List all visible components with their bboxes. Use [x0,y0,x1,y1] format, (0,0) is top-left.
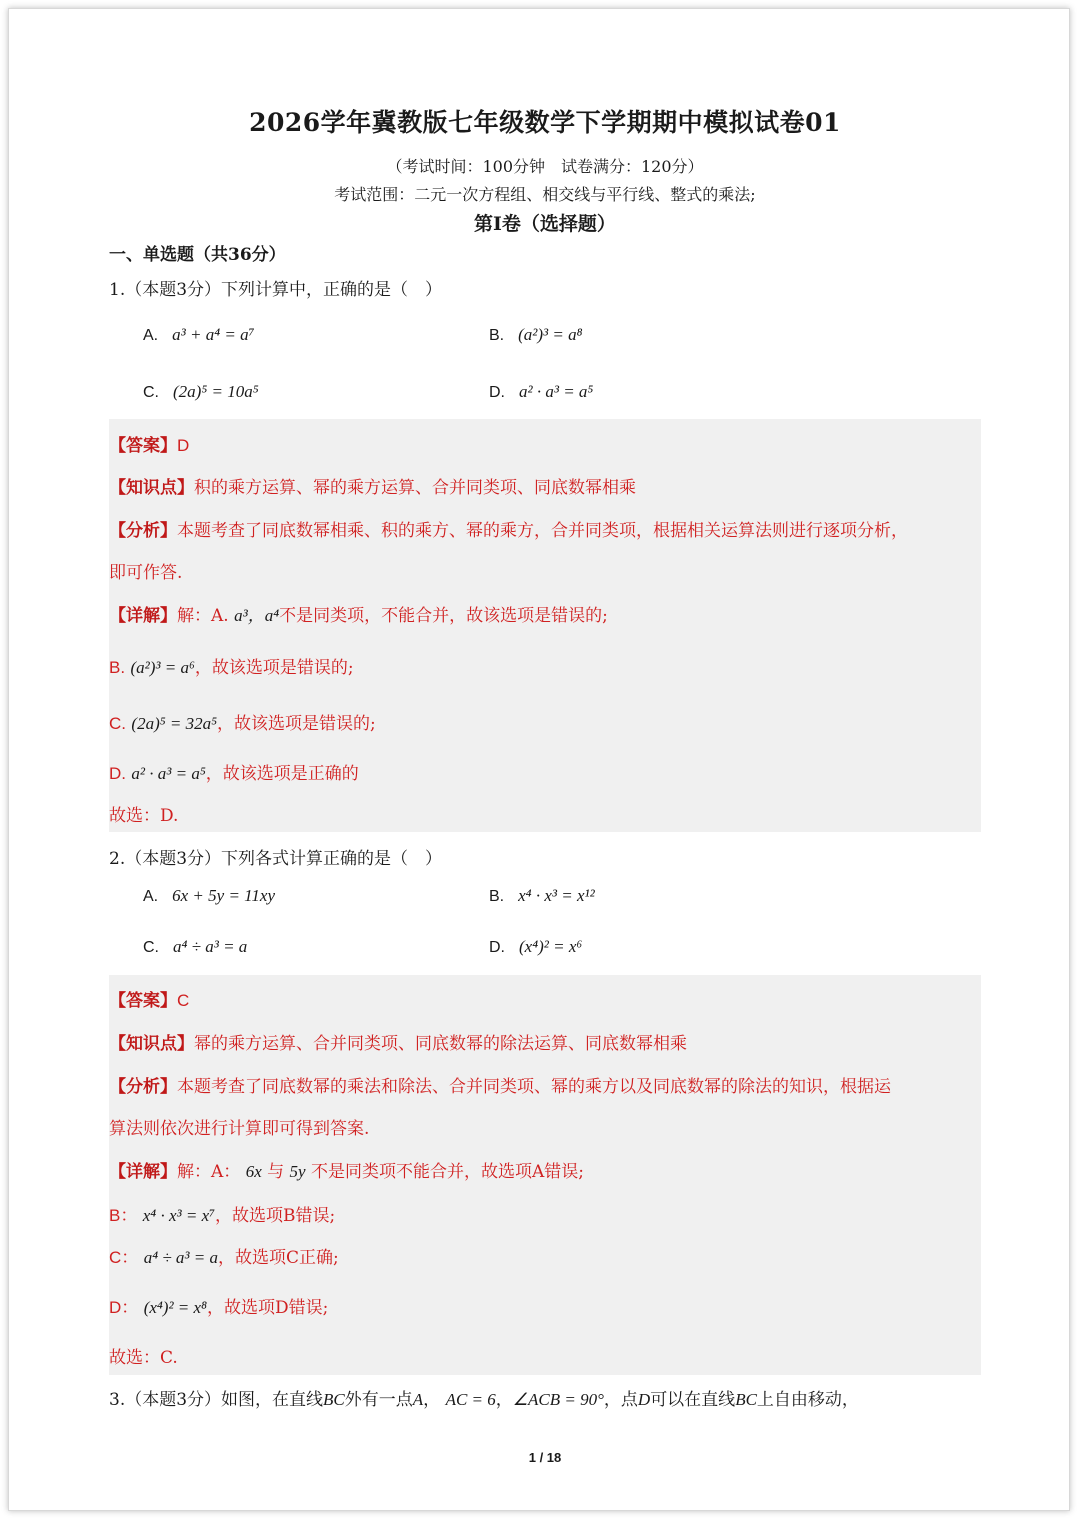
analysis-tag: 【分析】 [109,521,177,541]
q1-detail-d [109,759,359,784]
detail-text: ，故选项D错误; [207,1298,329,1318]
q2-answer [109,986,189,1011]
q1-analysis-1 [109,516,908,541]
detail-label: D. [109,764,126,783]
q1-option-b [489,325,583,345]
question-3-stem [109,1385,859,1410]
detail-expr: x⁴ · x³ = x⁷ [142,1206,216,1225]
detail-text: ，故选项B错误; [215,1206,336,1226]
detail-expr: a² · a³ = a⁵ [131,764,206,783]
exam-info: （考试时间：100分钟 试卷满分：120分） [386,157,704,176]
q2-option-d [489,937,582,957]
option-label: C. [143,939,159,956]
detail-expr: 6x [245,1162,262,1181]
page-number: 1 / 18 [528,1450,562,1465]
detail-expr: (x⁴)² = x⁸ [143,1298,207,1317]
q3-text: 3.（本题3分）如图，在直线 [109,1390,324,1410]
q2-analysis-2: 算法则依次进行计算即可得到答案. [109,1119,370,1139]
q2-detail-a [109,1157,584,1182]
answer-value: C [177,991,190,1010]
q3-math: BC [323,1390,345,1409]
option-expr: a² · a³ = a⁵ [519,382,594,401]
analysis-tag: 【分析】 [109,1077,177,1097]
detail-tag: 【详解】 [109,606,177,626]
answer-tag: 【答案】 [109,436,177,456]
q2-option-b [489,886,595,906]
q2-knowledge [109,1029,687,1054]
q1-option-c [143,382,259,402]
detail-prefix: 解：A. [177,606,229,626]
q2-option-c [143,937,247,957]
q3-text: ，点 [603,1390,638,1410]
option-label: A. [143,888,159,905]
q3-text: ， [495,1390,513,1410]
detail-expr: a³，a⁴ [234,606,280,625]
detail-label: B. [109,658,126,677]
q1-detail-b [109,653,354,678]
analysis-text: 本题考查了同底数幂相乘、积的乘方、幂的乘方，合并同类项，根据相关运算法则进行逐项分析， [177,521,908,541]
detail-text: ，故该选项是错误的; [217,714,376,734]
analysis-text: 本题考查了同底数幂的乘法和除法、合并同类项、幂的乘方以及同底数幂的除法的知识，根据运 [177,1077,891,1097]
detail-expr: (a²)³ = a⁶ [130,658,195,677]
option-label: D. [489,939,505,956]
detail-text: ，故该选项是错误的; [194,658,354,678]
option-label: A. [143,327,159,344]
detail-label: D： [109,1298,139,1317]
detail-label: C： [109,1248,139,1267]
option-label: B. [489,888,505,905]
detail-label: C. [109,714,126,733]
option-label: B. [489,327,505,344]
q3-math: ∠ACB = 90° [512,1390,604,1409]
detail-prefix: 解：A： [177,1162,241,1182]
q1-detail-c [109,709,376,734]
detail-text: ，故选项C正确; [218,1248,339,1268]
q1-option-d [489,382,593,402]
q1-option-a [143,325,255,345]
q2-detail-b [109,1201,335,1226]
q3-math: D [637,1390,651,1409]
question-1-stem: 1.（本题3分）下列计算中，正确的是（ ） [109,280,443,300]
q3-math: BC [735,1390,757,1409]
answer-tag: 【答案】 [109,991,177,1011]
detail-text: 不是同类项不能合并，故选项A错误; [311,1162,585,1182]
option-expr: a⁴ ÷ a³ = a [173,937,248,956]
q1-detail-a [109,601,608,626]
q2-conclusion: 故选：C. [109,1348,178,1368]
q2-analysis-1 [109,1072,891,1097]
detail-label: B： [109,1206,138,1225]
answer-value: D [177,436,190,455]
question-2-stem: 2.（本题3分）下列各式计算正确的是（ ） [109,849,443,869]
q3-math: A [412,1390,424,1409]
q3-text: 可以在直线 [650,1390,736,1410]
q3-math: AC = 6 [445,1390,496,1409]
q2-detail-d [109,1293,328,1318]
part-title: 第I卷（选择题） [474,213,616,235]
q1-conclusion: 故选：D. [109,806,179,826]
knowledge-text: 幂的乘方运算、合并同类项、同底数幂的除法运算、同底数幂相乘 [194,1034,687,1054]
option-expr: a³ + a⁴ = a⁷ [172,325,255,344]
detail-expr: 5y [289,1162,306,1181]
option-expr: (a²)³ = a⁸ [518,325,583,344]
q3-text: 外有一点 [344,1390,413,1410]
option-expr: 6x + 5y = 11xy [172,886,275,905]
q1-answer [109,431,189,456]
detail-tag: 【详解】 [109,1162,177,1182]
option-expr: (x⁴)² = x⁶ [519,937,583,956]
section-heading: 一、单选题（共36分） [109,245,286,265]
document-page [8,8,1070,1511]
q2-detail-c [109,1243,339,1268]
option-expr: x⁴ · x³ = x¹² [518,886,595,905]
option-label: C. [143,384,159,401]
exam-scope: 考试范围：二元一次方程组、相交线与平行线、整式的乘法; [334,185,756,204]
detail-expr: a⁴ ÷ a³ = a [143,1248,218,1267]
q3-text: ， [423,1390,441,1410]
detail-text: 不是同类项，不能合并，故该选项是错误的; [279,606,608,626]
q1-knowledge [109,473,636,498]
knowledge-tag: 【知识点】 [109,1034,194,1054]
detail-expr: (2a)⁵ = 32a⁵ [131,714,218,733]
detail-text: ，故该选项是正确的 [205,764,359,784]
detail-text: 与 [267,1162,285,1182]
q2-option-a [143,886,275,906]
q1-analysis-2: 即可作答. [109,563,183,583]
knowledge-text: 积的乘方运算、幂的乘方运算、合并同类项、同底数幂相乘 [194,478,636,498]
q3-text: 上自由移动， [756,1390,859,1410]
option-label: D. [489,384,505,401]
knowledge-tag: 【知识点】 [109,478,194,498]
page-title: 2026学年冀教版七年级数学下学期期中模拟试卷01 [249,108,841,137]
option-expr: (2a)⁵ = 10a⁵ [173,382,259,401]
